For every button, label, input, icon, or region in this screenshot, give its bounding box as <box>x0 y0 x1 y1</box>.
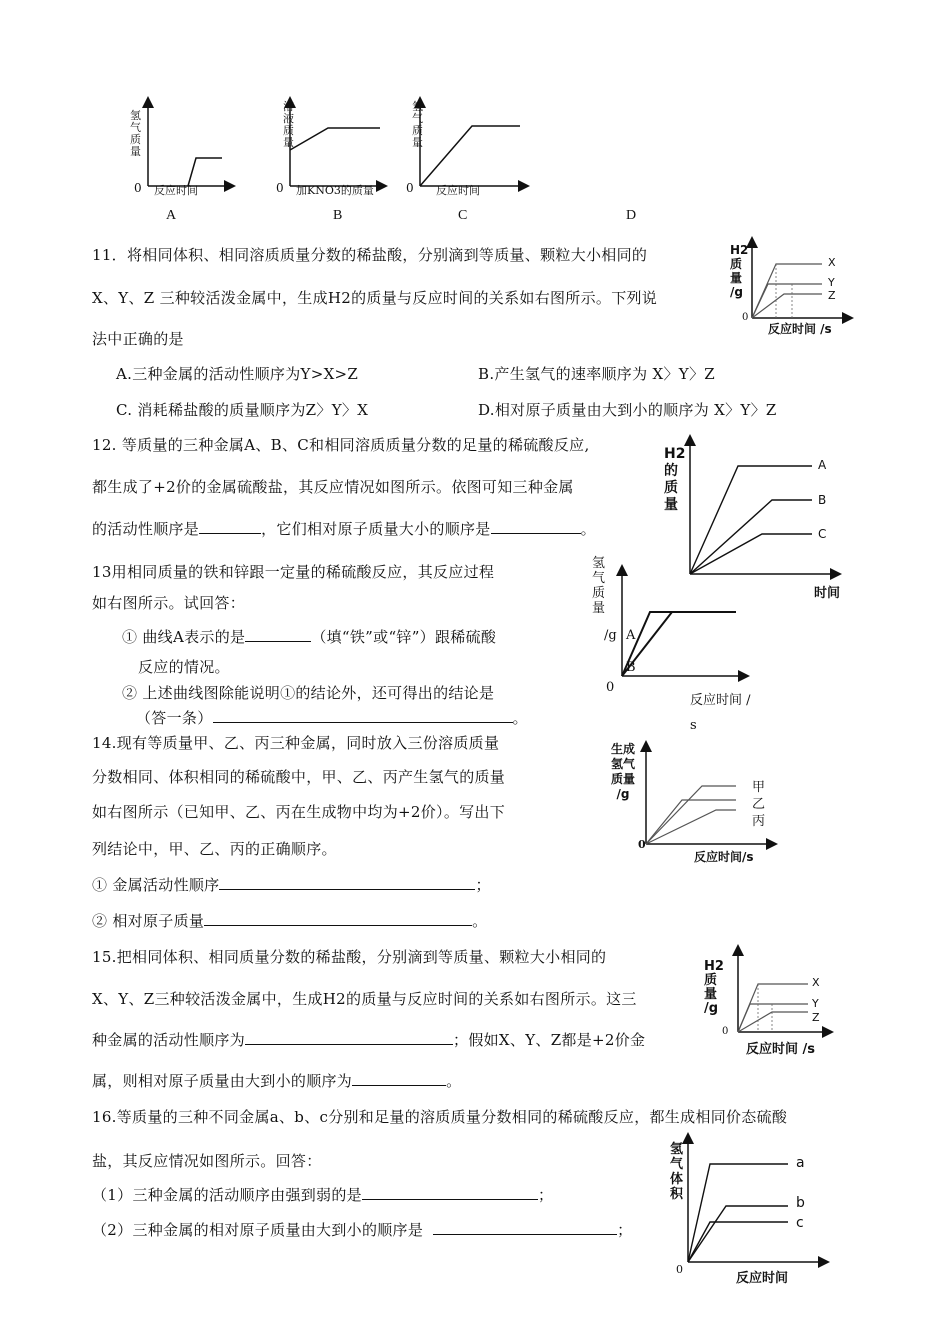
q14-blank-atomic-mass[interactable] <box>204 911 472 926</box>
q16-series-c: c <box>796 1215 804 1231</box>
q11-option-a: A.三种金属的活动性顺序为Y>X>Z <box>116 365 359 383</box>
q13-line1: 13用相同质量的铁和锌跟一定量的稀硫酸反应，其反应过程 <box>92 563 495 581</box>
q15-graph-y-label: H2 质 量 /g <box>704 959 724 1016</box>
q12-graph-y-label: H2 的 质 量 <box>664 446 686 513</box>
q14-series-yi: 乙 <box>752 797 766 812</box>
q16-graph <box>674 1134 834 1274</box>
q16-item1: （1）三种金属的活动顺序由强到弱的是 ； <box>92 1186 554 1204</box>
curve-a <box>622 612 736 676</box>
curve-y <box>752 284 822 318</box>
q11-option-c: C. 消耗稀盐酸的质量顺序为Z〉Y〉X <box>116 401 369 419</box>
q12-series-c: C <box>818 527 827 541</box>
q12-line1: 12. 等质量的三种金属A、B、C和相同溶质质量分数的足量的稀硫酸反应, <box>92 436 590 454</box>
q16-graph-zero: 0 <box>676 1263 683 1276</box>
q15-line4: 属，则相对原子质量由大到小的顺序为 。 <box>92 1072 462 1090</box>
q13-graph-x-label: 反应时间 / <box>690 693 751 708</box>
q16-graph-x-label: 反应时间 <box>736 1271 789 1286</box>
q14-item2: ② 相对原子质量 。 <box>92 912 488 930</box>
q13-graph-y-label: 氢 气 质 量 <box>592 556 606 616</box>
q15-series-x: X <box>812 976 820 989</box>
q11-series-x: X <box>828 256 836 269</box>
q16-item2: （2）三种金属的相对原子质量由大到小的顺序是 ； <box>92 1221 633 1239</box>
q12-blank-activity[interactable] <box>199 519 261 534</box>
curve <box>290 128 380 150</box>
q16-graph-y-label: 氢 气 体 积 <box>670 1142 684 1202</box>
q14-graph-y-label: 生成 氢气 质量 /g <box>610 742 635 801</box>
option-letter-a: A <box>166 208 177 223</box>
option-letter-b: B <box>333 208 343 223</box>
q11-series-z: Z <box>828 289 836 302</box>
q12-line3: 的活动性顺序是 ，它们相对原子质量大小的顺序是 。 <box>92 520 596 538</box>
graph-c-y-label: 氢气质量 <box>412 100 423 149</box>
graph-a-x-label: 反应时间 <box>154 184 198 197</box>
q11-graph-y-label: H2 质 量 /g <box>730 243 749 299</box>
q11-series-y: Y <box>828 276 835 289</box>
curve-a <box>688 1164 788 1262</box>
q14-graph-zero: 0 <box>638 838 646 851</box>
q11-graph-x-label: 反应时间 /s <box>768 322 832 336</box>
q16-series-a: a <box>796 1155 805 1171</box>
q11-option-b: B.产生氢气的速率顺序为 X〉Y〉Z <box>478 365 715 383</box>
option-letter-d: D <box>626 208 637 223</box>
q16-line2: 盐，其反应情况如图所示。回答： <box>92 1152 322 1170</box>
q14-blank-activity[interactable] <box>219 875 475 890</box>
q14-line2: 分数相同、体积相同的稀硫酸中，甲、乙、丙产生氢气的质量 <box>92 768 506 786</box>
q11-line1: 11．将相同体积、相同溶质质量分数的稀盐酸，分别滴到等质量、颗粒大小相同的 <box>92 246 648 264</box>
q14-series-jia: 甲 <box>752 780 766 795</box>
curve-z <box>738 1012 808 1032</box>
curve-z <box>752 294 822 318</box>
q15-graph <box>724 946 844 1046</box>
q13-blank-conclusion[interactable] <box>213 708 513 723</box>
q14-line3: 如右图所示（已知甲、乙、丙在生成物中均为+2价）。写出下 <box>92 803 506 821</box>
q12-series-b: B <box>818 493 827 507</box>
q14-line1: 14.现有等质量甲、乙、丙三种金属，同时放入三份溶质质量 <box>92 734 500 752</box>
q11-line3: 法中正确的是 <box>92 330 184 348</box>
graph-a-y-label: 氢气质量 <box>130 109 141 158</box>
graph-c-x-label: 反应时间 <box>436 184 480 197</box>
q15-series-y: Y <box>812 997 819 1010</box>
q15-line1: 15.把相同体积、相同质量分数的稀盐酸，分别滴到等质量、颗粒大小相同的 <box>92 948 607 966</box>
curve-b <box>690 500 812 574</box>
q16-series-b: b <box>796 1195 805 1211</box>
q11-graph-zero: 0 <box>742 312 749 323</box>
q14-item1: ① 金属活动性顺序 ； <box>92 876 491 894</box>
q15-series-z: Z <box>812 1011 820 1024</box>
q16-blank-atomic-mass[interactable] <box>433 1220 617 1235</box>
q12-line2: 都生成了+2价的金属硫酸盐，其反应情况如图所示。依图可知三种金属 <box>92 478 574 496</box>
curve-jia <box>646 786 736 844</box>
q13-item2: ② 上述曲线图除能说明①的结论外，还可得出的结论是 <box>122 684 495 702</box>
q15-line2: X、Y、Z三种较活泼金属中，生成H2的质量与反应时间的关系如右图所示。这三 <box>92 990 637 1008</box>
q13-graph-zero: 0 <box>606 680 615 695</box>
graph-b-x-label: 加KNO3的质量 <box>296 184 374 197</box>
q16-blank-activity[interactable] <box>362 1185 538 1200</box>
q14-line4: 列结论中，甲、乙、丙的正确顺序。 <box>92 840 337 858</box>
graph-b-y-label: 溶液质量 <box>283 100 294 149</box>
curve <box>420 126 520 186</box>
q11-option-d: D.相对原子质量由大到小的顺序为 X〉Y〉Z <box>478 401 777 419</box>
q13-line2: 如右图所示。试回答： <box>92 594 246 612</box>
graph-b-zero: 0 <box>276 181 284 195</box>
q13-graph-x-unit: s <box>690 718 697 733</box>
q15-line3: 种金属的活动性顺序为 ；假如X、Y、Z都是+2价金 <box>92 1031 646 1049</box>
q13-series-b: B <box>626 660 636 675</box>
q13-item1: ① 曲线A表示的是 （填“铁”或“锌”）跟稀硫酸 <box>122 628 497 646</box>
q15-blank-atomic-mass[interactable] <box>352 1071 446 1086</box>
q13-item1-cont: 反应的情况。 <box>138 658 230 676</box>
curve-y <box>738 1004 808 1032</box>
q14-graph-x-label: 反应时间/s <box>694 850 754 864</box>
graph-a-zero: 0 <box>134 181 142 195</box>
q13-series-a: A <box>626 628 636 643</box>
option-letter-c: C <box>458 208 468 223</box>
graph-c-zero: 0 <box>406 181 414 195</box>
q16-line1: 16.等质量的三种不同金属a、b、c分别和足量的溶质质量分数相同的稀硫酸反应，都生成相同价态硫酸 <box>92 1108 788 1126</box>
q11-line2: X、Y、Z 三种较活泼金属中，生成H2的质量与反应时间的关系如右图所示。下列说 <box>92 289 658 307</box>
q12-graph-x-label: 时间 <box>814 586 841 601</box>
q13-graph-y-unit: /g <box>604 628 617 643</box>
q12-blank-atomic-mass[interactable] <box>491 519 581 534</box>
q15-blank-activity[interactable] <box>245 1030 453 1045</box>
q13-item2-cont: （答一条） 。 <box>136 709 528 727</box>
q12-series-a: A <box>818 458 827 472</box>
q15-graph-zero: 0 <box>722 1026 729 1037</box>
q15-graph-x-label: 反应时间 /s <box>746 1042 816 1057</box>
q14-series-bing: 丙 <box>752 814 766 829</box>
q13-blank-metal[interactable] <box>245 627 311 642</box>
curve-c <box>688 1222 788 1262</box>
